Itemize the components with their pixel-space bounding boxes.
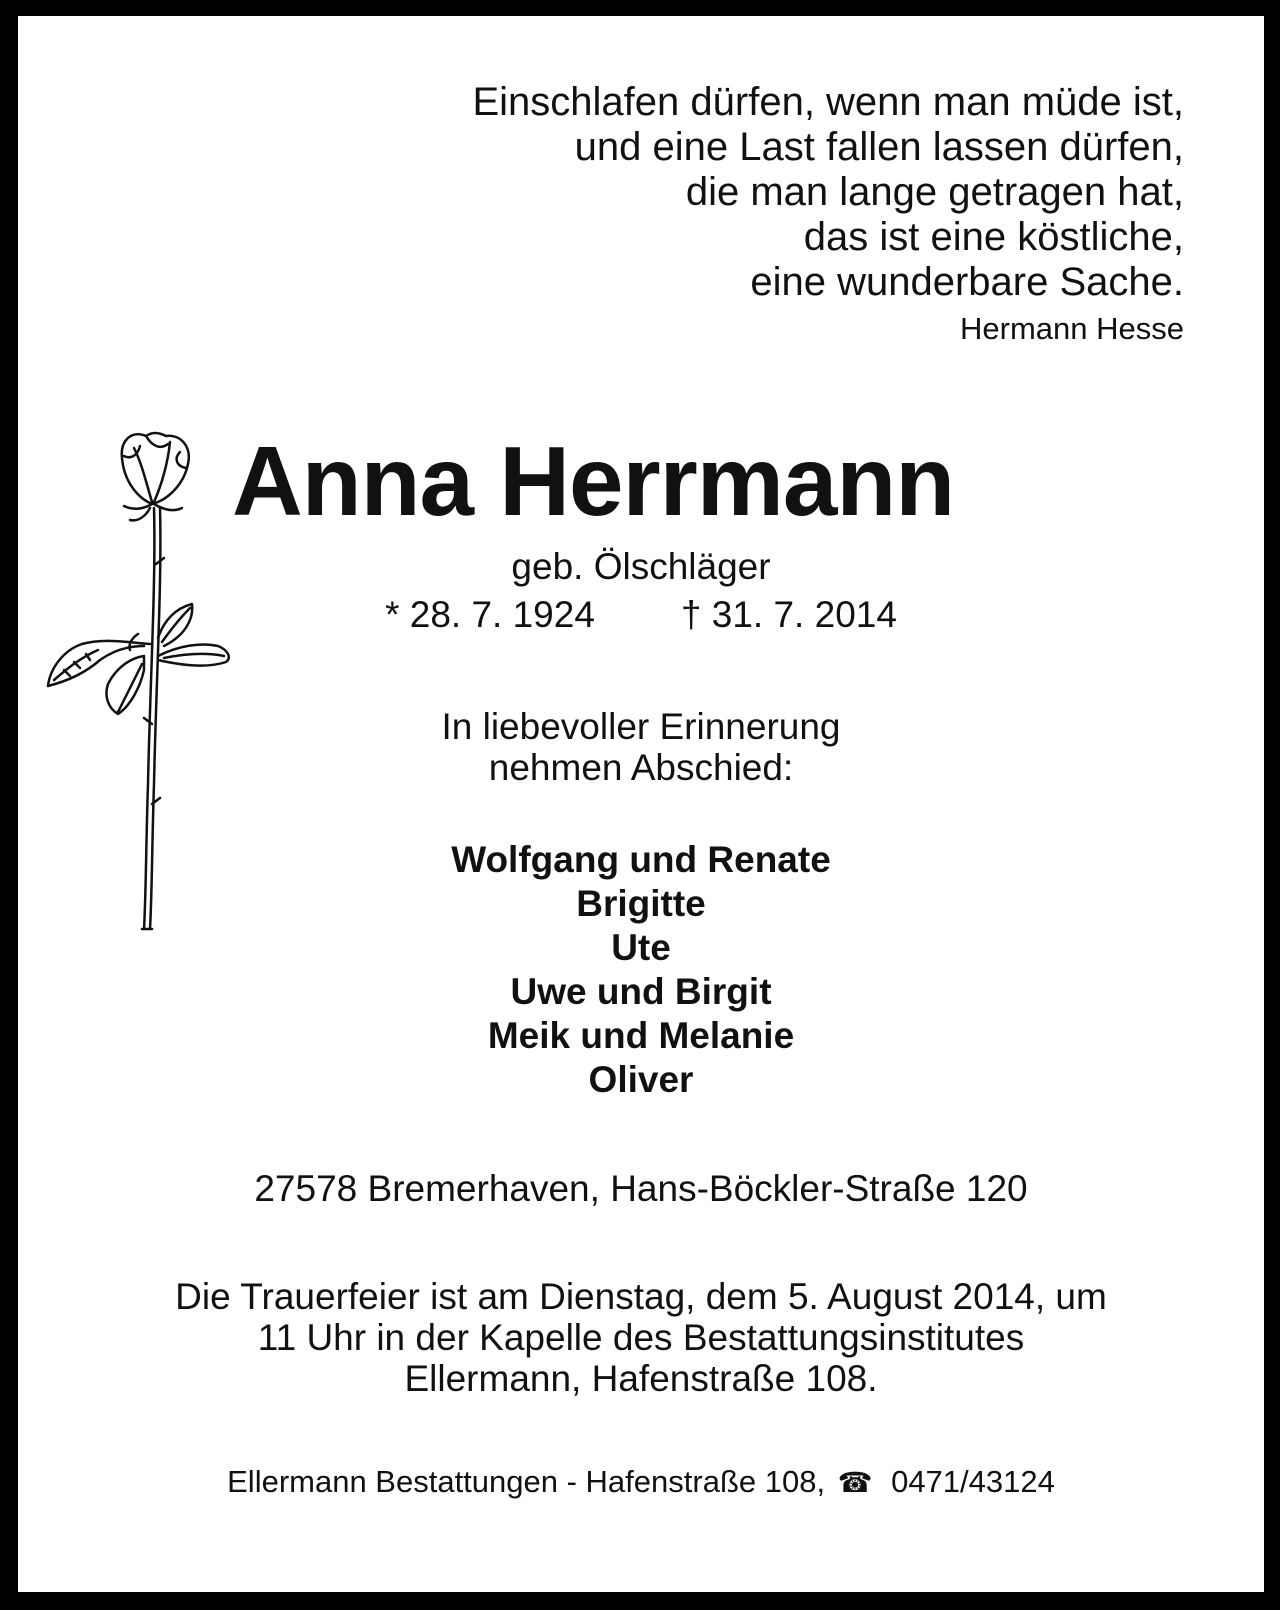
mourner-name: Brigitte — [576, 883, 706, 924]
born-name: geb. Ölschläger — [511, 546, 771, 587]
quote-line: das ist eine köstliche, — [803, 215, 1184, 259]
quote-line: Einschlafen dürfen, wenn man müde ist, — [472, 80, 1184, 124]
mourner-name: Uwe und Birgit — [510, 971, 772, 1012]
telephone-icon: ☎ — [837, 1467, 873, 1498]
ceremony-info — [18, 1276, 1264, 1399]
deceased-name: Anna Herrmann — [232, 426, 955, 536]
quote-line: und eine Last fallen lassen dürfen, — [574, 125, 1184, 169]
mourner-name: Meik und Melanie — [487, 1015, 795, 1056]
ceremony-line: Die Trauerfeier ist am Dienstag, dem 5. August 2014, um — [175, 1276, 1107, 1317]
life-dates — [18, 592, 1264, 638]
death-date: † 31. 7. 2014 — [680, 594, 897, 635]
quote-line: eine wunderbare Sache. — [750, 260, 1184, 304]
obituary-notice — [18, 16, 1264, 1592]
undertaker-address: Ellermann Bestattungen - Hafenstraße 108, — [227, 1464, 826, 1499]
quote-line: die man lange getragen hat, — [685, 170, 1184, 214]
undertaker-footer — [18, 1460, 1264, 1505]
quote-block — [472, 80, 1184, 349]
mourner-name: Oliver — [588, 1059, 694, 1100]
undertaker-phone: 0471/43124 — [891, 1464, 1055, 1499]
remembrance-text — [18, 706, 1264, 788]
mourner-name: Ute — [611, 927, 671, 968]
ceremony-line: Ellermann, Hafenstraße 108. — [404, 1358, 878, 1399]
mourners-list — [18, 838, 1264, 1102]
remembrance-line: nehmen Abschied: — [488, 747, 794, 788]
quote-author: Hermann Hesse — [960, 311, 1184, 346]
ceremony-line: 11 Uhr in der Kapelle des Bestattungsinstitutes — [257, 1317, 1025, 1358]
birth-date: * 28. 7. 1924 — [385, 594, 595, 635]
remembrance-line: In liebevoller Erinnerung — [441, 706, 841, 747]
family-address: 27578 Bremerhaven, Hans-Böckler-Straße 120 — [254, 1168, 1028, 1209]
mourner-name: Wolfgang und Renate — [451, 839, 831, 880]
